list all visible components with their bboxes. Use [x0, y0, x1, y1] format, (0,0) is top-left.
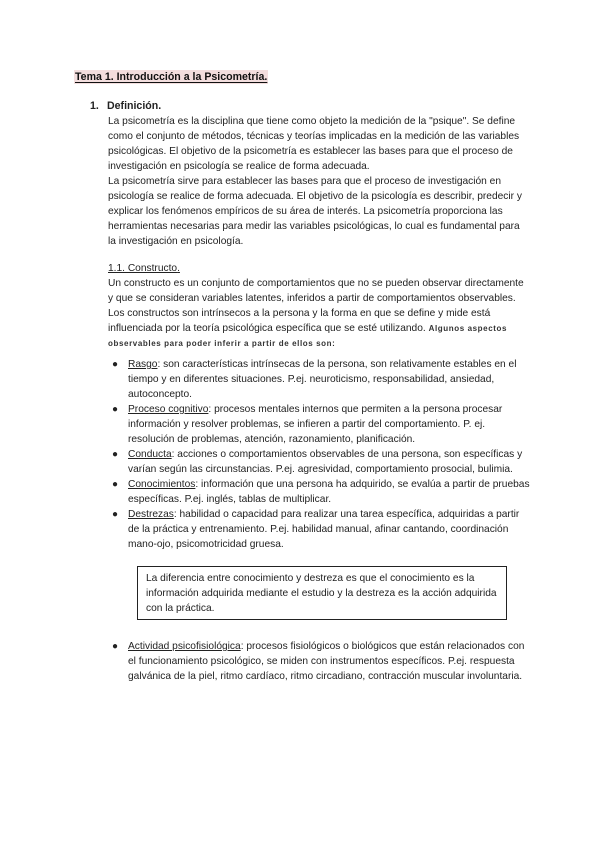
observable-aspects-list-continued [108, 639, 530, 684]
section-heading-text: Definición. [107, 100, 162, 112]
list-item [108, 639, 530, 684]
bullet-icon: ● [112, 641, 119, 652]
bullet-icon: ● [112, 479, 119, 490]
bullet-icon: ● [112, 449, 119, 460]
item-text: : procesos fisiológicos o biológicos que están relacionados con el funcionamiento psicológico, se miden con instrumentos específicos. P.ej. respuesta galvánica de la piel, ritmo cardíaco, ritmo circadiano, contracción muscular involuntaria. [128, 641, 525, 682]
section-number: 1. [90, 100, 99, 112]
item-text: : procesos mentales internos que permiten a la persona procesar información y resolver problemas, se infieren a partir del comportamiento. P. ej. resolución de problemas, atención, razonamiento, planificación. [128, 404, 503, 445]
list-item [108, 402, 530, 447]
subsection-heading-dot: . [177, 263, 180, 274]
section-heading [90, 100, 530, 112]
item-text: : información que una persona ha adquirido, se evalúa a partir de pruebas específicas. P.ej. inglés, tablas de multiplicar. [128, 479, 530, 505]
observable-aspects-list [108, 357, 530, 552]
subsection-heading [108, 261, 530, 276]
constructo-paragraph-tail: Algunos aspectos observables para poder inferir a partir de ellos son: [108, 324, 508, 348]
item-term: Destrezas [128, 509, 174, 520]
list-item [108, 477, 530, 507]
constructo-paragraph [108, 276, 530, 351]
document-title: Tema 1. Introducción a la Psicometría. [75, 71, 268, 83]
callout-box: La diferencia entre conocimiento y destreza es que el conocimiento es la información adquirida mediante el estudio y la destreza es la acción adquirida con la práctica. [137, 566, 507, 620]
item-term: Actividad psicofisiológica [128, 641, 241, 652]
list-item [108, 447, 530, 477]
item-text: : habilidad o capacidad para realizar una tarea específica, adquiridas a partir de la práctica y entrenamiento. P.ej. habilidad manual, afinar cantando, coordinación mano-ojo, psicomotricidad gruesa. [128, 509, 520, 550]
item-term: Rasgo [128, 359, 158, 370]
item-text: : acciones o comportamientos observables de una persona, son específicas y varían según las circunstancias. P.ej. agresividad, comportamiento prosocial, bulimia. [128, 449, 523, 475]
bullet-icon: ● [112, 404, 119, 415]
item-term: Conducta [128, 449, 172, 460]
item-text: : son características intrínsecas de la persona, son relativamente estables en el tiempo y en diferentes situaciones. P.ej. neuroticismo, responsabilidad, ansiedad, autoconcepto. [128, 359, 517, 400]
definition-paragraph-2: La psicometría sirve para establecer las bases para que el proceso de investigación en psicología se realice de forma adecuada. El objetivo de la psicología es describir, predecir y explicar los fenómenos empíricos de su área de interés. La psicometría proporciona las herramientas necesarias para medir las variables psicológicas, lo cual es fundamental para la investigación en psicología. [108, 176, 522, 247]
subsection-heading-text: 1.1. Constructo [108, 263, 178, 274]
list-item [108, 507, 530, 552]
bullet-icon: ● [112, 359, 119, 370]
item-term: Proceso cognitivo [128, 404, 209, 415]
list-item [108, 357, 530, 402]
item-term: Conocimientos [128, 479, 196, 490]
definition-paragraph-1: La psicometría es la disciplina que tiene como objeto la medición de la "psique". Se define como el conjunto de métodos, técnicas y teorías implicadas en la medición de las variables psicológicas. El objetivo de la psicometría es establecer las bases para que el proceso de investigación en psicología se realice de forma adecuada. [108, 116, 520, 172]
bullet-icon: ● [112, 509, 119, 520]
section-definicion [90, 100, 530, 684]
constructo-paragraph-text: Un constructo es un conjunto de comportamientos que no se pueden observar directamente y que se consideran variables latentes, inferidos a partir de comportamientos observables. Los constructos son intrínsecos a la persona y la forma en que se define y mide está influenciada por la teoría psicológica específica que se esté utilizando. [108, 278, 524, 334]
